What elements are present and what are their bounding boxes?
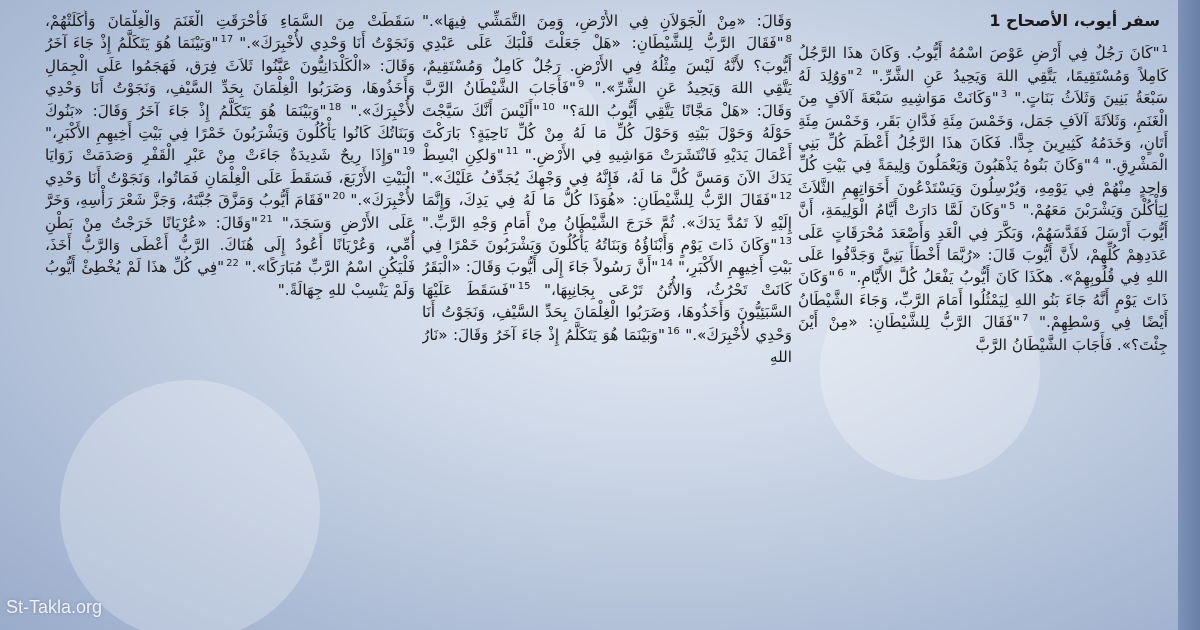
verse-text: "وَكَانَ لَمَّا دَارَتْ أَيَّامُ الْوَلِيمَةِ، أَنَّ أَيُّوبَ أَرْسَلَ فَقَدَّسَهُمْ، وَبَكَّرَ فِي الْغَدِ وَأَصْعَدَ مُحْرَقَاتٍ عَلَى عَدَدِهِمْ كُلِّهِمْ، لأَنَّ أَيُّوبَ قَالَ: «رُبَّمَا أَخْطَأَ بَنِيَّ وَجَدَّفُوا عَلَى اللهِ فِي قُلُوبِهِمْ». هكَذَا كَانَ أَيُّوبُ يَفْعَلُ كُلَّ الأَيَّامِ." xyxy=(798,201,1168,287)
verse-text: "فَقَالَ الرَّبُّ لِلشَّيْطَانِ: «هَلْ جَعَلْتَ قَلْبَكَ عَلَى عَبْدِي أَيُّوبَ؟ لأَنَّهُ لَيْسَ مِثْلُهُ فِي الأَرْضِ. رَجُلٌ كَامِلٌ وَمُسْتَقِيمٌ، يَتَّقِي اللهَ وَيَحِيدُ عَنِ الشَّرِّ»." xyxy=(422,34,792,98)
verse xyxy=(422,12,792,30)
verse-text: "فَقَالَ الرَّبُّ لِلشَّيْطَانِ: «مِنْ أَيْنَ جِئْتَ؟». فَأَجَابَ الشَّيْطَانُ الرَّبَّ xyxy=(798,313,1168,354)
verse-text: "وَكَانَ ذَاتَ يَوْمٍ أَنَّهُ جَاءَ بَنُو اللهِ لِيَمْثُلُوا أَمَامَ الرَّبِّ، وَجَاءَ الشَّيْطَانُ أَيْضًا فِي وَسْطِهِمْ." xyxy=(798,268,1168,332)
verse-text: "وَوُلِدَ لَهُ سَبْعَةُ بَنِينَ وَثَلاَثُ بَنَاتٍ." xyxy=(798,66,1168,108)
verse-number: 2 xyxy=(856,66,863,78)
verse-text: "أَلَيْسَ أَنَّكَ سَيَّجْتَ حَوْلَهُ وَحَوْلَ بَيْتِهِ وَحَوْلَ كُلِّ مَا لَهُ مِنْ كُلِّ نَاحِيَةٍ؟ بَارَكْتَ أَعْمَالَ يَدَيْهِ فَانْتَشَرَتْ مَوَاشِيهِ فِي الأَرْضِ." xyxy=(422,101,792,165)
column-body xyxy=(422,10,792,369)
verse-number: 16 xyxy=(666,325,680,337)
verse-text: "وَبَيْنَمَا هُوَ يَتَكَلَّمُ إِذْ جَاءَ آخَرُ وَقَالَ: «بَنُوكَ وَبَنَاتُكَ كَانُوا يَأْكُلُونَ وَيَشْرَبُونَ خَمْرًا فِي بَيْتِ أَخِيهِمِ الأَكْبَرِ،" xyxy=(45,101,415,143)
verse-text: "وَبَيْنَمَا هُوَ يَتَكَلَّمُ إِذْ جَاءَ آخَرُ وَقَالَ: «نَارُ اللهِ xyxy=(422,325,792,367)
verse-number: 1 xyxy=(1161,44,1168,56)
column-body xyxy=(798,42,1168,356)
verse-text: "وَقَالَ: «عُرْيَانًا خَرَجْتُ مِنْ بَطْنِ أُمِّي، وَعُرْيَانًا أَعُودُ إِلَى هُنَاكَ. الرَّبُّ أَعْطَى وَالرَّبُّ أَخَذَ، فَلْيَكُنِ اسْمُ الرَّبِّ مُبَارَكًا»." xyxy=(45,213,415,277)
verse-text: وَقَالَ: «مِنْ الْجَوَلاَنِ فِي الأَرْضِ، وَمِنَ التَّمَشِّي فِيهَا»." xyxy=(422,12,792,30)
verse-number: 15 xyxy=(517,280,531,292)
verse-number: 13 xyxy=(779,236,792,247)
verse-text: "وَإِذَا رِيحٌ شَدِيدَةٌ جَاءَتْ مِنْ عَبْرِ الْقَفْرِ وَصَدَمَتْ زَوَايَا الْبَيْتِ الأَرْبَعَ، فَسَقَطَ عَلَى الْغِلْمَانِ فَمَاتُوا، وَنَجَوْتُ أَنَا وَحْدِي لأُخْبِرَكَ»." xyxy=(45,146,415,210)
verse-text: "وَبَيْنَمَا هُوَ يَتَكَلَّمُ إِذْ جَاءَ آخَرُ وَقَالَ: «الْكَلْدَانِيُّونَ عَيَّنُوا ثَلاَثَ فِرَق، فَهَجَمُوا عَلَى الْجِمَالِ وَأَخَذُوهَا، وَضَرَبُوا الْغِلْمَانَ بِحَدِّ السَّيْفِ، وَنَجَوْتُ أَنَا وَحْدِي لأُخْبِرَكَ»." xyxy=(45,34,415,120)
verse xyxy=(422,191,792,231)
right-edge-bar xyxy=(1178,0,1200,630)
verse-text: "أَنَّ رَسُولاً جَاءَ إِلَى أَيُّوبَ وَقَالَ: «الْبَقَرُ كَانَتْ تَحْرُثُ، وَالأُتُنُ تَرْعَى بِجَانِبِهَا،" xyxy=(422,258,792,299)
chapter-title: سفر أيوب، الأصحاح 1 xyxy=(989,11,1160,30)
verse-text: "وَكَانَ ذَاتَ يَوْمٍ وَأَبْنَاؤُهُ وَبَنَاتُهُ يَأْكُلُونَ وَيَشْرَبُونَ خَمْرًا فِي بَيْتِ أَخِيهِمِ الأَكْبَرِ،" xyxy=(422,236,792,277)
verse-text: "وَكَانَ بَنُوهُ يَذْهَبُونَ وَيَعْمَلُونَ وَلِيمَةً فِي بَيْتِ كُلِّ وَاحِدٍ مِنْهُمْ فِي يَوْمِهِ، وَيُرْسِلُونَ وَيَسْتَدْعُونَ أَخَوَاتِهِمِ الثَّلاَثَ لِيَأْكُلْنَ وَيَشْرَبْنَ مَعَهُمْ." xyxy=(798,156,1168,220)
verse-text: "فَقَامَ أَيُّوبُ وَمَزَّقَ جُبَّتَهُ، وَجَزَّ شَعْرَ رَأْسِهِ، وَخَرَّ عَلَى الأَرْضِ وَسَجَدَ،" xyxy=(45,191,415,232)
verse-text: "فَسَقَطَ عَلَيْهَا السَّبَئِيُّونَ وَأَخَذُوهَا، وَضَرَبُوا الْغِلْمَانَ بِحَدِّ السَّيْفِ، وَنَجَوْتُ أَنَا وَحْدِي لأُخْبِرَكَ»." xyxy=(422,280,792,344)
verse-number: 18 xyxy=(328,101,342,113)
verse-number: 7 xyxy=(1021,313,1029,325)
verse-number: 12 xyxy=(779,191,792,203)
verse-text: سَقَطَتْ مِنَ السَّمَاءِ فَأَحْرَقَتِ الْغَنَمَ وَالْغِلْمَانَ وَأَكَلَتْهُمْ، وَنَجَوْتُ أَنَا وَحْدِي لأُخْبِرَكَ»." xyxy=(45,12,415,53)
verse-text: "فَقَالَ الرَّبُّ لِلشَّيْطَانِ: «هُوَذَا كُلُّ مَا لَهُ فِي يَدِكَ، وَإِنَّمَا إِلَيْهِ لاَ تَمُدَّ يَدَكَ». ثُمَّ خَرَجَ الشَّيْطَانُ مِنْ أَمَامِ وَجْهِ الرَّبِّ." xyxy=(422,191,792,232)
verse-number: 6 xyxy=(837,268,844,280)
text-column-2 xyxy=(422,10,792,618)
verse-text: "كَانَ رَجُلٌ فِي أَرْضِ عَوْصَ اسْمُهُ أَيُّوبُ. وَكَانَ هذَا الرَّجُلُ كَامِلاً وَمُسْتَقِيمًا، يَتَّقِي اللهَ وَيَحِيدُ عَنِ الشَّرِّ." xyxy=(798,44,1168,85)
verse-number: 17 xyxy=(220,34,234,46)
verse-text: "وَكَانَتْ مَوَاشِيهِ سَبْعَةَ آلاَفٍ مِنَ الْغَنَمِ، وَثَلاَثَةَ آلاَفِ جَمَل، وَخَمْسَ مِئَةِ فَدَّانِ بَقَر، وَخَمْسَ مِئَةِ أَتَانٍ، وَخَدَمُهُ كَثِيرِينَ جِدًّا. فَكَانَ هذَا الرَّجُلُ أَعْظَمَ كُلِّ بَنِي الْمَشْرِقِ." xyxy=(798,89,1168,175)
text-column-3 xyxy=(45,10,415,618)
verse-number: 8 xyxy=(785,34,792,46)
verse-text: "فِي كُلِّ هذَا لَمْ يُخْطِئْ أَيُّوبُ وَلَمْ يَنْسِبْ للهِ جِهَالَةً." xyxy=(45,258,415,299)
verse-number: 4 xyxy=(1092,156,1100,168)
verse-number: 3 xyxy=(1000,89,1008,101)
verse-number: 19 xyxy=(402,146,415,158)
verse-number: 11 xyxy=(505,146,519,158)
verse-number: 5 xyxy=(1009,201,1016,213)
verse-text: "وَلكِنِ ابْسِطْ يَدَكَ الآنَ وَمَسَّ كُلَّ مَا لَهُ، فَإِنَّهُ فِي وَجْهِكَ يُجَدِّفُ عَلَيْكَ»." xyxy=(422,146,792,187)
verse-number: 9 xyxy=(577,79,585,91)
text-column-1 xyxy=(798,10,1168,618)
verse-number: 22 xyxy=(226,258,239,270)
verse-text: "فَأَجَابَ الشَّيْطَانُ الرَّبَّ وَقَالَ: «هَلْ مَجَّانًا يَتَّقِي أَيُّوبُ اللهَ؟" xyxy=(422,79,792,120)
verse-number: 14 xyxy=(660,258,674,270)
verse-number: 21 xyxy=(260,213,273,225)
verse-number: 10 xyxy=(542,101,555,113)
watermark: St-Takla.org xyxy=(6,597,103,617)
column-body xyxy=(45,10,415,301)
verse-number: 20 xyxy=(332,191,346,203)
